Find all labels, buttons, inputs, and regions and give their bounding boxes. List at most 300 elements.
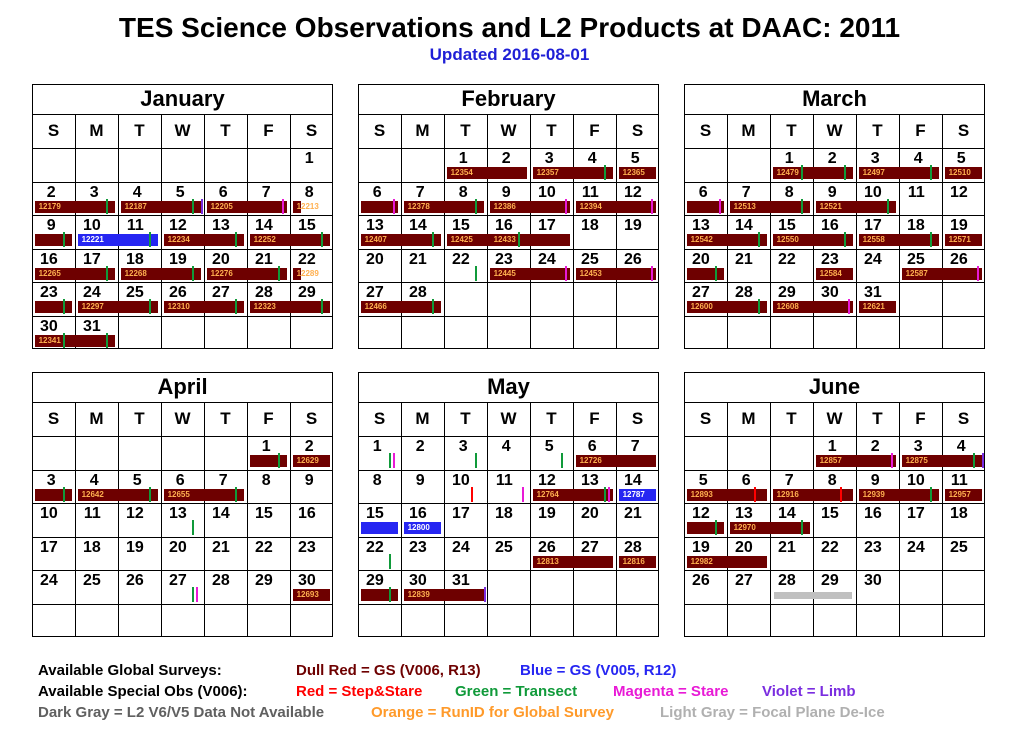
- run-id-label: 12893: [690, 489, 713, 499]
- day-number: 30: [409, 572, 427, 589]
- special-obs-green: [930, 232, 932, 247]
- weekday-label: T: [460, 121, 471, 140]
- day-number: 30: [298, 572, 316, 589]
- day-number: 22: [255, 538, 273, 556]
- weekday-label: T: [546, 409, 557, 428]
- legend-green: Green = Transect: [455, 683, 578, 700]
- weekday-label: M: [89, 121, 104, 140]
- run-id-label: 12787: [622, 489, 645, 499]
- special-obs-green: [604, 165, 606, 180]
- day-number: 22: [452, 250, 470, 268]
- special-obs-green: [63, 333, 65, 348]
- day-number: 29: [778, 284, 796, 301]
- run-id-label: 12378: [407, 201, 430, 211]
- day-number: 24: [538, 250, 556, 268]
- run-id-label: 12655: [167, 489, 190, 499]
- day-number: 12: [692, 505, 710, 522]
- special-obs-green: [235, 299, 237, 314]
- special-obs-red: [471, 487, 473, 502]
- legend-global-label: Available Global Surveys:: [38, 662, 222, 679]
- grid-hline: [32, 436, 333, 437]
- day-number: 25: [907, 250, 925, 268]
- grid-hline: [32, 604, 333, 605]
- weekday-label: S: [631, 121, 644, 140]
- day-number: 5: [132, 471, 142, 489]
- day-number: 24: [40, 572, 58, 589]
- weekday-label: T: [460, 409, 471, 428]
- day-number: 23: [409, 538, 427, 556]
- day-number: 13: [169, 505, 187, 522]
- special-obs-green: [801, 199, 803, 214]
- weekday-label: S: [373, 121, 386, 140]
- day-number: 29: [298, 284, 316, 301]
- run-id-label: 12600: [690, 302, 713, 311]
- special-obs-green: [192, 520, 194, 535]
- day-number: 10: [452, 471, 470, 489]
- day-number: 1: [458, 150, 468, 167]
- day-number: 18: [83, 538, 101, 556]
- day-number: 22: [298, 250, 316, 268]
- weekday-label: W: [500, 409, 517, 428]
- weekday-label: M: [415, 121, 430, 140]
- day-number: 11: [126, 217, 144, 234]
- weekday-label: S: [957, 121, 970, 140]
- special-obs-green: [149, 487, 151, 502]
- day-number: 20: [169, 538, 187, 556]
- day-number: 11: [950, 471, 968, 489]
- day-number: 6: [175, 471, 185, 489]
- run-id-label: 12813: [536, 556, 559, 566]
- legend-dull-red: Dull Red = GS (V006, R13): [296, 662, 481, 679]
- day-number: 12: [126, 505, 144, 522]
- day-number: 8: [261, 471, 271, 489]
- day-number: 11: [907, 183, 925, 201]
- special-obs-green: [973, 453, 975, 468]
- special-obs-green: [235, 487, 237, 502]
- run-id-label: 12608: [776, 302, 799, 311]
- day-number: 25: [83, 572, 101, 589]
- month-name: March: [802, 86, 867, 111]
- special-obs-violet: [982, 453, 984, 468]
- day-number: 10: [864, 183, 882, 201]
- day-number: 11: [495, 471, 513, 489]
- day-number: 22: [821, 538, 839, 556]
- day-number: 10: [40, 505, 58, 522]
- run-id-label: 12425: [450, 235, 473, 244]
- special-obs-green: [106, 333, 108, 348]
- day-number: 13: [366, 217, 384, 234]
- day-number: 5: [956, 150, 966, 167]
- weekday-label: S: [631, 409, 644, 428]
- day-number: 7: [630, 438, 640, 455]
- weekday-label: T: [872, 409, 883, 428]
- day-number: 10: [907, 471, 925, 489]
- special-obs-magenta: [522, 487, 524, 502]
- day-number: 6: [587, 438, 597, 455]
- day-number: 19: [169, 250, 187, 268]
- weekday-label: M: [741, 409, 756, 428]
- day-number: 10: [83, 217, 101, 234]
- grid-hline: [32, 316, 333, 317]
- day-number: 15: [452, 217, 470, 234]
- day-number: 2: [304, 438, 314, 455]
- weekday-label: T: [134, 121, 145, 140]
- weekday-label: F: [263, 409, 274, 428]
- weekday-label: F: [915, 409, 926, 428]
- run-id-label: 12558: [862, 235, 885, 244]
- run-id-label: 12816: [622, 556, 645, 566]
- day-number: 1: [261, 438, 271, 455]
- run-id-label: 12205: [210, 201, 233, 211]
- day-number: 12: [624, 183, 642, 201]
- run-id-label: 12521: [819, 201, 842, 211]
- legend-dark-gray: Dark Gray = L2 V6/V5 Data Not Available: [38, 704, 325, 721]
- special-obs-magenta: [891, 453, 893, 468]
- special-obs-green: [63, 299, 65, 314]
- special-obs-green: [475, 453, 477, 468]
- day-number: 14: [735, 217, 753, 234]
- day-number: 25: [950, 538, 968, 556]
- day-number: 5: [175, 183, 185, 201]
- run-id-label: 12764: [536, 489, 559, 499]
- day-number: 28: [409, 284, 427, 301]
- run-id-label: 12323: [253, 302, 276, 311]
- day-number: 13: [212, 217, 230, 234]
- special-obs-green: [192, 587, 194, 602]
- day-number: 27: [581, 538, 599, 556]
- day-number: 5: [630, 150, 640, 167]
- weekday-label: T: [220, 121, 231, 140]
- gs-bar: [35, 301, 73, 313]
- special-obs-green: [844, 232, 846, 247]
- day-number: 30: [40, 317, 58, 335]
- run-id-label: 12265: [38, 268, 61, 278]
- day-number: 16: [40, 250, 58, 268]
- day-number: 23: [864, 538, 882, 556]
- day-number: 20: [735, 538, 753, 556]
- day-number: 20: [212, 250, 230, 268]
- grid-hline: [358, 503, 659, 504]
- special-obs-green: [887, 199, 889, 214]
- day-number: 1: [304, 150, 314, 167]
- run-id-label: 12276: [210, 268, 233, 278]
- day-number: 25: [126, 284, 144, 301]
- run-id-label: 12354: [450, 168, 473, 177]
- day-number: 28: [624, 538, 642, 556]
- run-id-label: 12365: [622, 168, 645, 177]
- weekday-label: T: [220, 409, 231, 428]
- weekday-label: S: [699, 409, 712, 428]
- day-number: 21: [255, 250, 273, 268]
- weekday-label: S: [305, 409, 318, 428]
- special-obs-magenta: [651, 199, 653, 214]
- day-number: 3: [46, 471, 56, 489]
- grid-hline: [358, 148, 659, 149]
- day-number: 19: [692, 538, 710, 556]
- day-number: 12: [950, 183, 968, 201]
- day-number: 23: [40, 284, 58, 301]
- run-id-label: 12857: [819, 456, 842, 465]
- day-number: 16: [298, 505, 316, 522]
- day-number: 2: [46, 183, 56, 201]
- deice-bar: [774, 592, 851, 599]
- run-id-label: 12268: [124, 268, 147, 278]
- day-number: 16: [821, 217, 839, 234]
- day-number: 28: [735, 284, 753, 301]
- run-id-label: 12839: [407, 590, 430, 599]
- day-number: 15: [778, 217, 796, 234]
- special-obs-green: [106, 199, 108, 214]
- run-id-label: 12513: [733, 201, 756, 211]
- run-id-label: 12497: [862, 168, 885, 177]
- day-number: 6: [218, 183, 228, 201]
- weekday-label: T: [786, 409, 797, 428]
- day-number: 30: [821, 284, 839, 301]
- legend-orange: Orange = RunID for Global Survey: [371, 704, 614, 721]
- grid-hline: [32, 282, 333, 283]
- day-number: 4: [501, 438, 511, 455]
- day-number: 21: [624, 505, 642, 522]
- special-obs-green: [432, 299, 434, 314]
- grid-hline: [32, 249, 333, 250]
- day-number: 19: [624, 217, 642, 234]
- special-obs-green: [389, 453, 391, 468]
- grid-hline: [358, 604, 659, 605]
- run-id-label: 12386: [493, 201, 516, 211]
- grid-hline: [684, 436, 985, 437]
- run-id-label: 12445: [493, 268, 516, 278]
- run-id-label: 12571: [948, 235, 971, 244]
- day-number: 17: [452, 505, 470, 522]
- day-number: 14: [778, 505, 796, 522]
- day-number: 20: [581, 505, 599, 522]
- run-id-label: 12394: [579, 201, 602, 211]
- legend: [38, 660, 998, 730]
- run-id-label: 12800: [407, 523, 430, 532]
- run-id-label: 12982: [690, 556, 713, 566]
- day-number: 23: [821, 250, 839, 268]
- special-obs-violet: [484, 587, 486, 602]
- special-obs-violet: [201, 199, 203, 214]
- day-number: 19: [950, 217, 968, 234]
- day-number: 23: [298, 538, 316, 556]
- month-march: [684, 84, 985, 349]
- special-obs-green: [715, 520, 717, 535]
- chart-subtitle: Updated 2016-08-01: [429, 45, 590, 64]
- day-number: 15: [366, 505, 384, 522]
- special-obs-green: [149, 232, 151, 247]
- special-obs-green: [321, 232, 323, 247]
- run-id-label: 12433: [493, 235, 516, 244]
- run-id-label: 12289: [296, 268, 319, 278]
- grid-hline: [358, 537, 659, 538]
- day-number: 20: [366, 250, 384, 268]
- day-number: 9: [46, 217, 56, 234]
- day-number: 7: [784, 471, 794, 489]
- special-obs-magenta: [196, 587, 198, 602]
- run-id-label: 12542: [690, 235, 713, 244]
- special-obs-green: [604, 487, 606, 502]
- grid-hline: [684, 215, 985, 216]
- special-obs-green: [235, 232, 237, 247]
- run-id-label: 12970: [733, 523, 756, 532]
- weekday-label: T: [134, 409, 145, 428]
- grid-hline: [32, 148, 333, 149]
- run-id-label: 12187: [124, 201, 147, 211]
- weekday-label: F: [915, 121, 926, 140]
- day-number: 24: [907, 538, 925, 556]
- day-number: 26: [126, 572, 144, 589]
- weekday-label: M: [741, 121, 756, 140]
- day-number: 16: [864, 505, 882, 522]
- weekday-label: W: [174, 121, 191, 140]
- grid-hline: [684, 604, 985, 605]
- day-number: 11: [83, 505, 101, 522]
- day-number: 9: [501, 183, 511, 201]
- day-number: 3: [870, 150, 880, 167]
- grid-hline: [358, 249, 659, 250]
- day-number: 4: [132, 183, 142, 201]
- special-obs-green: [149, 299, 151, 314]
- run-id-label: 12453: [579, 268, 602, 278]
- special-obs-magenta: [977, 266, 979, 281]
- special-obs-green: [930, 165, 932, 180]
- gs-bar: [35, 489, 73, 501]
- legend-violet: Violet = Limb: [762, 683, 856, 700]
- day-number: 18: [581, 217, 599, 234]
- day-number: 3: [89, 183, 99, 201]
- day-number: 27: [366, 284, 384, 301]
- special-obs-magenta: [651, 266, 653, 281]
- day-number: 8: [784, 183, 794, 201]
- day-number: 10: [538, 183, 556, 201]
- grid-hline: [32, 470, 333, 471]
- day-number: 18: [950, 505, 968, 522]
- day-number: 31: [83, 317, 101, 335]
- weekday-label: S: [305, 121, 318, 140]
- weekday-label: M: [89, 409, 104, 428]
- day-number: 4: [89, 471, 99, 489]
- day-number: 17: [40, 538, 58, 556]
- weekday-label: S: [699, 121, 712, 140]
- run-id-label: 12466: [364, 302, 387, 311]
- grid-hline: [32, 570, 333, 571]
- day-number: 5: [698, 471, 708, 489]
- day-number: 26: [624, 250, 642, 268]
- gs-bar: [250, 455, 288, 467]
- day-number: 3: [458, 438, 468, 455]
- day-number: 2: [870, 438, 880, 455]
- day-number: 12: [169, 217, 187, 234]
- month-name: May: [487, 374, 530, 399]
- day-number: 17: [864, 217, 882, 234]
- weekday-label: F: [589, 409, 600, 428]
- run-id-label: 12310: [167, 302, 190, 311]
- day-number: 30: [864, 572, 882, 589]
- day-number: 8: [458, 183, 468, 201]
- special-obs-magenta: [848, 299, 850, 314]
- legend-magenta: Magenta = Stare: [613, 683, 729, 700]
- day-number: 6: [372, 183, 382, 201]
- day-number: 14: [212, 505, 230, 522]
- day-number: 21: [409, 250, 427, 268]
- day-number: 13: [735, 505, 753, 522]
- special-obs-green: [475, 199, 477, 214]
- day-number: 25: [581, 250, 599, 268]
- run-id-label: 12297: [81, 302, 104, 311]
- grid-hline: [358, 215, 659, 216]
- day-number: 1: [827, 438, 837, 455]
- day-number: 17: [538, 217, 556, 234]
- run-id-label: 12510: [948, 168, 971, 177]
- run-id-label: 12357: [536, 168, 559, 177]
- grid-hline: [684, 148, 985, 149]
- day-number: 22: [778, 250, 796, 268]
- day-number: 2: [827, 150, 837, 167]
- grid-hline: [684, 316, 985, 317]
- special-obs-magenta: [565, 266, 567, 281]
- special-obs-green: [63, 487, 65, 502]
- day-number: 7: [261, 183, 271, 201]
- month-february: [358, 84, 659, 349]
- special-obs-green: [192, 199, 194, 214]
- day-number: 7: [415, 183, 425, 201]
- run-id-label: 12550: [776, 235, 799, 244]
- day-number: 26: [538, 538, 556, 556]
- special-obs-green: [801, 520, 803, 535]
- special-obs-green: [63, 232, 65, 247]
- run-id-label: 12642: [81, 489, 104, 499]
- grid-hline: [684, 282, 985, 283]
- legend-blue: Blue = GS (V005, R12): [520, 662, 677, 679]
- day-number: 20: [692, 250, 710, 268]
- run-id-label: 12726: [579, 456, 602, 465]
- weekday-label: T: [546, 121, 557, 140]
- weekday-label: T: [872, 121, 883, 140]
- special-obs-red: [754, 487, 756, 502]
- special-obs-green: [389, 554, 391, 569]
- weekday-label: T: [786, 121, 797, 140]
- special-obs-green: [389, 587, 391, 602]
- day-number: 26: [169, 284, 187, 301]
- day-number: 11: [581, 183, 599, 201]
- special-obs-green: [518, 232, 520, 247]
- run-id-label: 12916: [776, 489, 799, 499]
- day-number: 7: [741, 183, 751, 201]
- grid-hline: [358, 470, 659, 471]
- weekday-label: W: [500, 121, 517, 140]
- grid-hline: [358, 570, 659, 571]
- weekday-label: F: [589, 121, 600, 140]
- weekday-label: S: [373, 409, 386, 428]
- day-number: 19: [538, 505, 556, 522]
- day-number: 9: [827, 183, 837, 201]
- day-number: 28: [778, 572, 796, 589]
- month-name: June: [808, 374, 861, 399]
- day-number: 16: [409, 505, 427, 522]
- special-obs-magenta: [565, 199, 567, 214]
- day-number: 8: [304, 183, 314, 201]
- special-obs-green: [475, 266, 477, 281]
- day-number: 27: [735, 572, 753, 589]
- special-obs-green: [432, 232, 434, 247]
- run-id-label: 12629: [296, 456, 319, 465]
- weekday-label: F: [263, 121, 274, 140]
- special-obs-green: [844, 165, 846, 180]
- day-number: 2: [415, 438, 425, 455]
- day-number: 27: [169, 572, 187, 589]
- special-obs-green: [106, 266, 108, 281]
